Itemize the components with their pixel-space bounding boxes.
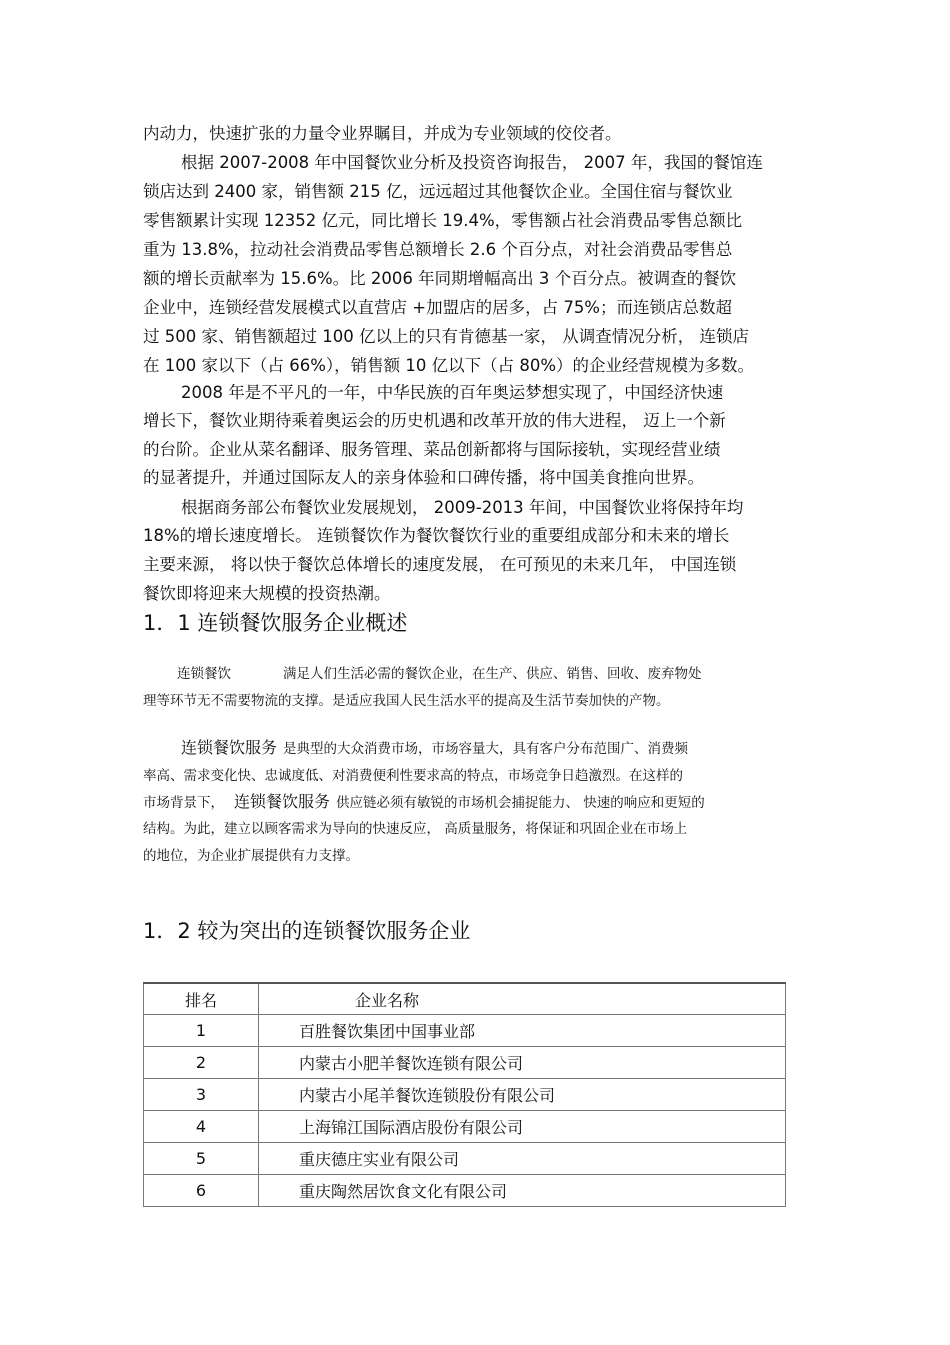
text-line: 过 500 家、销售额超过 100 亿以上的只有肯德基一家， 从调查情况分析， 连锁店 xyxy=(143,327,749,346)
table-row xyxy=(144,1047,786,1079)
text: 供应链必须有敏锐的市场机会捕捉能力、 快速的响应和更短的 xyxy=(336,795,705,811)
table-row xyxy=(144,1015,786,1047)
section-heading: 1．1 连锁餐饮服务企业概述 xyxy=(143,611,408,635)
text-line: 内动力，快速扩张的力量令业界瞩目，并成为专业领域的佼佼者。 xyxy=(143,124,622,143)
table-cell: 2 xyxy=(144,1047,259,1079)
section-heading: 1．2 较为突出的连锁餐饮服务企业 xyxy=(143,919,471,943)
text-line: 率高、需求变化快、忠诚度低、对消费便利性要求高的特点，市场竞争日趋激烈。在这样的 xyxy=(143,768,683,784)
table-row xyxy=(144,1111,786,1143)
text: 市场背景下， xyxy=(143,795,224,811)
ranking-table xyxy=(143,982,786,1207)
text-line: 餐饮即将迎来大规模的投资热潮。 xyxy=(143,584,391,603)
text-line xyxy=(177,664,702,684)
table-cell: 上海锦江国际酒店股份有限公司 xyxy=(259,1111,786,1143)
table-cell: 百胜餐饮集团中国事业部 xyxy=(259,1015,786,1047)
table-cell: 内蒙古小尾羊餐饮连锁股份有限公司 xyxy=(259,1079,786,1111)
text-line: 18%的增长速度增长。 连锁餐饮作为餐饮餐饮行业的重要组成部分和未来的增长 xyxy=(143,526,730,545)
text-line xyxy=(181,738,688,759)
table-cell: 6 xyxy=(144,1175,259,1207)
text-line: 理等环节无不需要物流的支撑。是适应我国人民生活水平的提高及生活节奏加快的产物。 xyxy=(143,693,670,709)
text-line: 的显著提升，并通过国际友人的亲身体验和口碑传播，将中国美食推向世界。 xyxy=(143,468,704,487)
text-line: 的台阶。企业从菜名翻译、服务管理、菜品创新都将与国际接轨，实现经营业绩 xyxy=(143,440,721,459)
text-line: 锁店达到 2400 家，销售额 215 亿，远远超过其他餐饮企业。全国住宿与餐饮业 xyxy=(143,182,733,201)
table-cell: 内蒙古小肥羊餐饮连锁有限公司 xyxy=(259,1047,786,1079)
text-line: 根据商务部公布餐饮业发展规划， 2009-2013 年间，中国餐饮业将保持年均 xyxy=(181,498,744,517)
table-header-row xyxy=(144,983,786,1015)
table-cell: 重庆德庄实业有限公司 xyxy=(259,1143,786,1175)
text: 是典型的大众消费市场，市场容量大，具有客户分布范围广、消费频 xyxy=(283,741,689,757)
column-header: 企业名称 xyxy=(259,983,786,1015)
text-line: 重为 13.8%，拉动社会消费品零售总额增长 2.6 个百分点，对社会消费品零售总 xyxy=(143,240,733,259)
table-cell: 3 xyxy=(144,1079,259,1111)
text-line: 根据 2007-2008 年中国餐饮业分析及投资咨询报告， 2007 年，我国的餐馆连 xyxy=(181,153,763,172)
table-cell: 重庆陶然居饮食文化有限公司 xyxy=(259,1175,786,1207)
text-line: 零售额累计实现 12352 亿元，同比增长 19.4%，零售额占社会消费品零售总额比 xyxy=(143,211,743,230)
text-line: 在 100 家以下（占 66%），销售额 10 亿以下（占 80%）的企业经营规模为多数。 xyxy=(143,356,755,375)
table-cell: 1 xyxy=(144,1015,259,1047)
text-line: 主要来源， 将以快于餐饮总体增长的速度发展， 在可预见的未来几年， 中国连锁 xyxy=(143,555,737,574)
text: 满足人们生活必需的餐饮企业，在生产、供应、销售、回收、废弃物处 xyxy=(283,666,702,682)
table-cell: 4 xyxy=(144,1111,259,1143)
text-line: 增长下，餐饮业期待乘着奥运会的历史机遇和改革开放的伟大进程， 迈上一个新 xyxy=(143,411,726,430)
term: 连锁餐饮服务 xyxy=(234,792,331,811)
column-header: 排名 xyxy=(144,983,259,1015)
text-line: 结构。为此，建立以顾客需求为导向的快速反应， 高质量服务，将保证和巩固企业在市场上 xyxy=(143,821,688,837)
table-cell: 5 xyxy=(144,1143,259,1175)
text-line: 的地位，为企业扩展提供有力支撑。 xyxy=(143,848,359,864)
table-row xyxy=(144,1079,786,1111)
text-line: 2008 年是不平凡的一年，中华民族的百年奥运梦想实现了，中国经济快速 xyxy=(181,383,724,402)
table-row xyxy=(144,1143,786,1175)
text-line: 额的增长贡献率为 15.6%。比 2006 年同期增幅高出 3 个百分点。被调查的餐饮 xyxy=(143,269,737,288)
table-row xyxy=(144,1175,786,1207)
text-line: 企业中，连锁经营发展模式以直营店 +加盟店的居多，占 75%；而连锁店总数超 xyxy=(143,298,732,317)
term: 连锁餐饮服务 xyxy=(181,738,278,757)
text-line xyxy=(143,792,705,813)
term: 连锁餐饮 xyxy=(177,666,231,682)
